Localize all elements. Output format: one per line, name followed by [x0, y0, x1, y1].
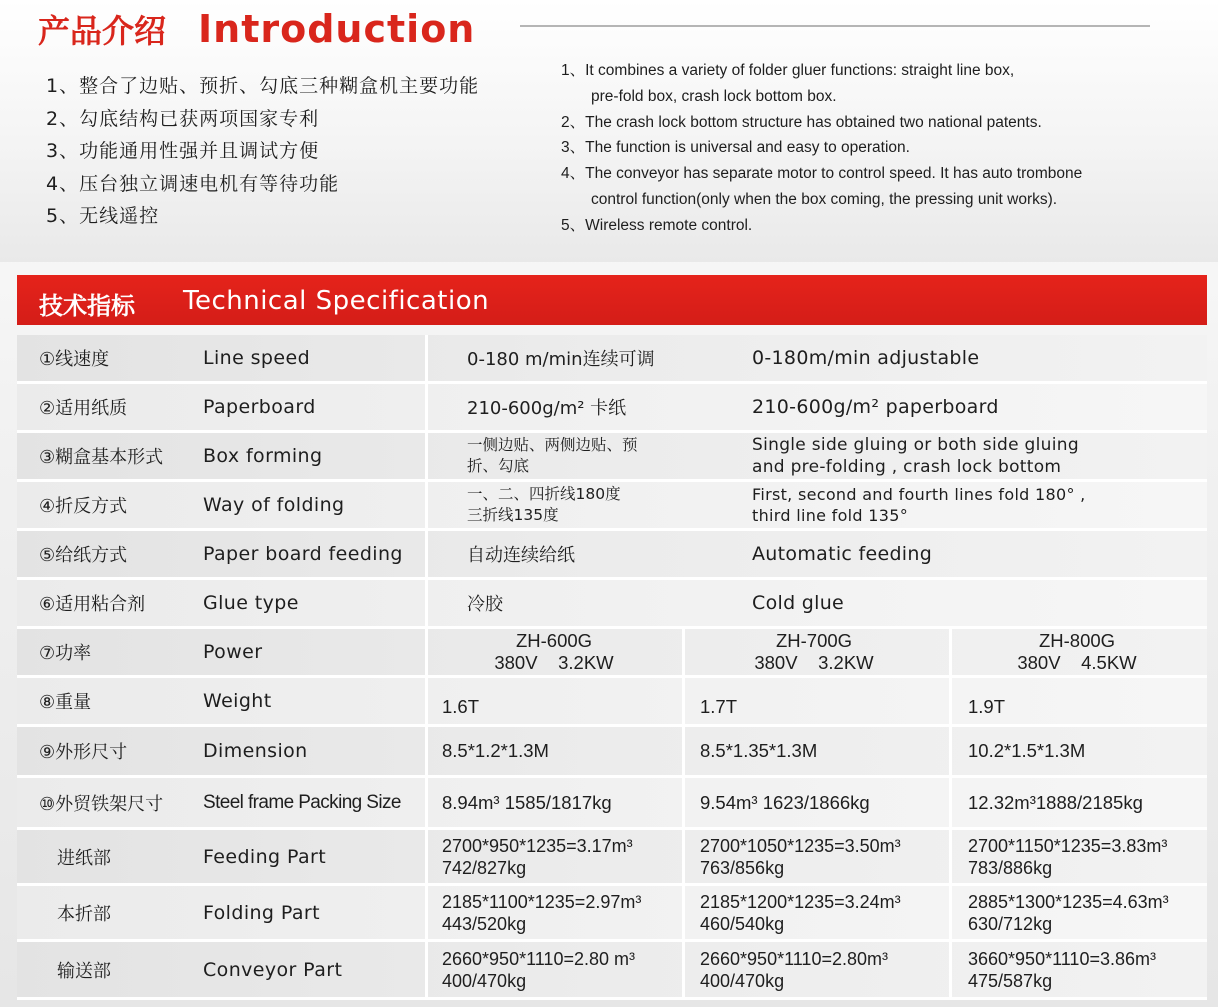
- row-label-cn: ⑤给纸方式: [39, 545, 128, 566]
- row-label-en: Folding Part: [203, 901, 320, 924]
- row-value-en-line: and pre-folding , crash lock bottom: [752, 457, 1062, 477]
- row-label-cn: ⑦功率: [39, 643, 92, 664]
- part-value: [442, 835, 633, 879]
- model-name: ZH-800G: [1038, 630, 1116, 651]
- model-power: 380V 4.5KW: [1017, 652, 1137, 673]
- part-value: [968, 948, 1156, 992]
- spec-row-glue-type: [17, 580, 1207, 629]
- row-label-en: Dimension: [203, 740, 308, 762]
- row-label-cn: ⑨外形尺寸: [39, 742, 128, 763]
- column-divider: [425, 580, 428, 626]
- row-label-cn: 进纸部: [57, 847, 111, 869]
- packing-value: 9.54m³ 1623/1866kg: [700, 791, 870, 813]
- row-label-cn: ④折反方式: [39, 496, 128, 517]
- part-weight: 630/712kg: [968, 913, 1053, 934]
- column-divider: [425, 433, 428, 479]
- spec-row-power: [17, 629, 1207, 678]
- column-divider: [682, 727, 685, 775]
- spec-row-box-forming: [17, 433, 1207, 482]
- part-weight: 443/520kg: [442, 913, 527, 934]
- column-divider: [949, 678, 952, 724]
- title-divider: [520, 25, 1150, 27]
- row-label-en: Glue type: [203, 592, 299, 614]
- part-weight: 475/587kg: [968, 970, 1053, 991]
- spec-row-feeding-part: [17, 830, 1207, 886]
- row-label-en: Line speed: [203, 347, 311, 369]
- column-divider: [425, 778, 428, 827]
- column-divider: [425, 942, 428, 997]
- part-weight: 763/856kg: [700, 857, 785, 878]
- model-name: ZH-600G: [515, 630, 593, 651]
- part-volume: 2700*1150*1235=3.83m³: [968, 835, 1168, 856]
- intro-section: [0, 0, 1218, 262]
- row-value-cn: [467, 484, 737, 526]
- feature-cn-item: 5、无线遥控: [46, 205, 160, 227]
- row-value-cn: 自动连续给纸: [467, 545, 575, 566]
- column-divider: [425, 678, 428, 724]
- part-volume: 2700*950*1235=3.17m³: [442, 835, 633, 856]
- row-label-en: Feeding Part: [203, 845, 327, 868]
- features-list-en: [561, 58, 1082, 239]
- part-volume: 2660*950*1110=2.80m³: [700, 948, 888, 969]
- column-divider: [949, 778, 952, 827]
- part-weight: 742/827kg: [442, 857, 527, 878]
- part-volume: 3660*950*1110=3.86m³: [968, 948, 1156, 969]
- row-value-en: [752, 484, 1086, 526]
- column-divider: [425, 727, 428, 775]
- part-weight: 400/470kg: [442, 970, 527, 991]
- column-divider: [425, 482, 428, 528]
- part-value: [700, 948, 888, 992]
- column-divider: [682, 830, 685, 883]
- row-value-en-line: Single side gluing or both side gluing: [752, 435, 1079, 455]
- weight-value: 1.6T: [442, 696, 480, 717]
- row-label-en: Conveyor Part: [203, 958, 343, 981]
- column-divider: [949, 830, 952, 883]
- feature-en-item: 3、The function is universal and easy to operation.: [561, 139, 910, 157]
- row-value-en: [752, 434, 1079, 478]
- intro-title-cn: 产品介绍: [38, 12, 167, 50]
- feature-cn-item: 3、功能通用性强并且调试方便: [46, 140, 320, 162]
- spec-row-paper-feeding: [17, 531, 1207, 580]
- spec-header-bar: [17, 275, 1207, 325]
- feature-cn-item: 1、整合了边贴、预折、勾底三种糊盒机主要功能: [46, 75, 480, 97]
- row-label-cn: ⑩外贸铁架尺寸: [39, 793, 164, 815]
- column-divider: [682, 886, 685, 939]
- part-value: [700, 835, 901, 879]
- feature-en-item: pre-fold box, crash lock bottom box.: [591, 87, 837, 105]
- column-divider: [425, 531, 428, 577]
- spec-row-weight: [17, 678, 1207, 727]
- part-volume: 2185*1100*1235=2.97m³: [442, 891, 642, 912]
- model-cell: [947, 630, 1207, 674]
- row-value-cn-line: 一、二、四折线180度: [467, 485, 621, 503]
- column-divider: [949, 727, 952, 775]
- spec-row-line-speed: [17, 335, 1207, 384]
- row-label-cn: 输送部: [57, 960, 111, 982]
- row-value-en: 210-600g/m² paperboard: [752, 396, 999, 418]
- model-power: 380V 3.2KW: [754, 652, 874, 673]
- features-list-cn: [46, 70, 479, 233]
- row-label-cn: ①线速度: [39, 349, 110, 370]
- row-label-en: Power: [203, 641, 263, 663]
- dimension-value: 10.2*1.5*1.3M: [968, 740, 1086, 761]
- part-value: [442, 948, 635, 992]
- part-value: [968, 891, 1169, 935]
- part-value: [442, 891, 641, 935]
- column-divider: [425, 384, 428, 430]
- feature-en-item: 4、The conveyor has separate motor to control speed. It has auto trombone: [561, 165, 1083, 183]
- row-label-en: Paper board feeding: [203, 543, 403, 565]
- column-divider: [949, 942, 952, 997]
- row-label-cn: ③糊盒基本形式: [39, 447, 164, 468]
- feature-en-item: control function(only when the box coming, the pressing unit works).: [591, 190, 1058, 208]
- column-divider: [949, 886, 952, 939]
- model-power: 380V 3.2KW: [494, 652, 614, 673]
- feature-cn-item: 4、压台独立调速电机有等待功能: [46, 172, 340, 195]
- row-value-cn: 一侧边贴、两侧边贴、预折、勾底: [467, 436, 638, 475]
- feature-cn-item: 2、勾底结构已获两项国家专利: [46, 107, 320, 130]
- model-cell: [424, 630, 684, 674]
- part-weight: 460/540kg: [700, 913, 785, 934]
- part-weight: 400/470kg: [700, 970, 785, 991]
- part-weight: 783/886kg: [968, 857, 1053, 878]
- dimension-value: 8.5*1.2*1.3M: [442, 740, 549, 761]
- column-divider: [682, 678, 685, 724]
- packing-value: 12.32m³1888/2185kg: [968, 791, 1143, 813]
- part-volume: 2885*1300*1235=4.63m³: [968, 891, 1169, 912]
- weight-value: 1.9T: [968, 696, 1006, 717]
- row-label-cn: 本折部: [57, 903, 111, 925]
- column-divider: [682, 778, 685, 827]
- spec-row-dimension: [17, 727, 1207, 778]
- weight-value: 1.7T: [700, 696, 738, 717]
- part-value: [700, 891, 901, 935]
- spec-row-folding-part: [17, 886, 1207, 942]
- spec-row-way-of-folding: [17, 482, 1207, 531]
- part-volume: 2185*1200*1235=3.24m³: [700, 891, 901, 912]
- feature-en-item: 2、The crash lock bottom structure has obtained two national patents.: [561, 113, 1042, 131]
- part-value: [968, 835, 1167, 879]
- intro-title: [38, 6, 475, 52]
- spec-row-conveyor-part: [17, 942, 1207, 1000]
- row-value-en-line: First, second and fourth lines fold 180° ,: [752, 485, 1086, 504]
- feature-en-item: 5、Wireless remote control.: [561, 216, 753, 234]
- intro-title-en: Introduction: [198, 7, 476, 51]
- row-value-en: Automatic feeding: [752, 543, 933, 565]
- row-label-en: Weight: [203, 690, 272, 712]
- packing-value: 8.94m³ 1585/1817kg: [442, 791, 612, 813]
- part-volume: 2660*950*1110=2.80 m³: [442, 948, 635, 969]
- row-value-cn-line: 三折线135度: [467, 506, 559, 524]
- part-volume: 2700*1050*1235=3.50m³: [700, 835, 901, 856]
- dimension-value: 8.5*1.35*1.3M: [700, 740, 818, 761]
- row-value-en: 0-180m/min adjustable: [752, 347, 980, 369]
- spec-title-cn: 技术指标: [39, 292, 135, 320]
- row-label-en: Steel frame Packing Size: [203, 791, 401, 813]
- row-label-cn: ⑥适用粘合剂: [39, 594, 146, 615]
- model-name: ZH-700G: [775, 630, 853, 651]
- row-value-cn: 210-600g/m² 卡纸: [467, 398, 627, 419]
- row-label-cn: ②适用纸质: [39, 398, 128, 419]
- row-label-en: Paperboard: [203, 396, 316, 418]
- row-value-en-line: third line fold 135°: [752, 506, 909, 525]
- column-divider: [425, 830, 428, 883]
- spec-title-en: Technical Specification: [183, 286, 490, 316]
- row-label-en: Box forming: [203, 445, 323, 467]
- column-divider: [425, 886, 428, 939]
- row-label-cn: ⑧重量: [39, 692, 92, 713]
- row-value-en: Cold glue: [752, 592, 845, 614]
- spec-row-paperboard: [17, 384, 1207, 433]
- row-label-en: Way of folding: [203, 494, 345, 516]
- column-divider: [682, 942, 685, 997]
- row-value-cn: 0-180 m/min连续可调: [467, 349, 655, 370]
- model-cell: [684, 630, 944, 674]
- spec-row-steel-frame: [17, 778, 1207, 830]
- column-divider: [425, 335, 428, 381]
- row-value-cn: 冷胶: [467, 594, 503, 615]
- feature-en-item: 1、It combines a variety of folder gluer functions: straight line box,: [561, 62, 1015, 79]
